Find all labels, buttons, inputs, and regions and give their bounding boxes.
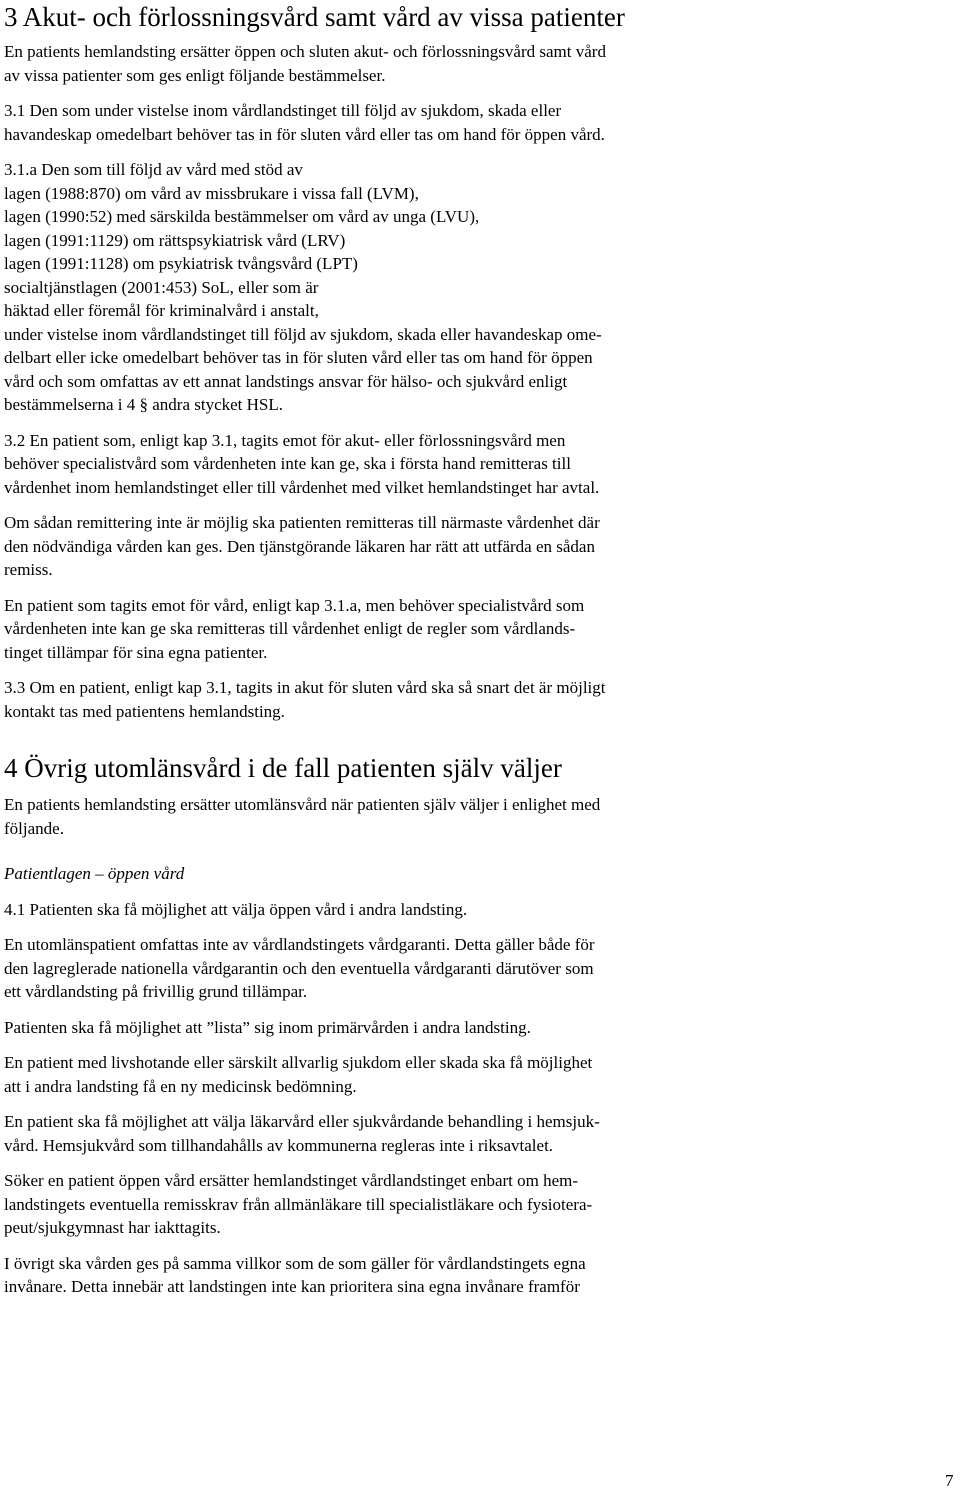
paragraph-villkor — [4, 1252, 924, 1299]
paragraph-remisskrav — [4, 1169, 924, 1240]
line: bestämmelserna i 4 § andra stycket HSL. — [4, 395, 284, 414]
line: 3.1.a Den som till följd av vård med stöd av — [4, 160, 303, 179]
line: delbart eller icke omedelbart behöver tas in för sluten vård eller tas om hand för öppen — [4, 348, 593, 367]
paragraph-specialistvard — [4, 594, 924, 665]
line: remiss. — [4, 560, 53, 579]
document-page — [4, 0, 924, 1299]
section-4-heading: 4 Övrig utomlänsvård i de fall patienten själv väljer — [4, 753, 562, 783]
line: lagen (1990:52) med särskilda bestämmelser om vård av unga (LVU), — [4, 207, 480, 226]
line: följande. — [4, 818, 64, 838]
line: den nödvändiga vården kan ges. Den tjänstgörande läkaren har rätt att utfärda en sådan — [4, 536, 595, 556]
line: landstingets eventuella remisskrav från allmänläkare till specialistläkare och fysiotera- — [4, 1194, 593, 1214]
line: 3.1 Den som under vistelse inom vårdlandstinget till följd av sjukdom, skada eller — [4, 101, 562, 120]
line: En patients hemlandsting ersätter öppen och sluten akut- och förlossningsvård samt vård — [4, 42, 606, 61]
line: I övrigt ska vården ges på samma villkor som de som gäller för vårdlandstingets egna — [4, 1253, 586, 1273]
line: under vistelse inom vårdlandstinget till följd av sjukdom, skada eller havandeskap ome- — [4, 324, 602, 344]
paragraph-3-1-a — [4, 158, 924, 417]
paragraph-3-2 — [4, 429, 924, 500]
line: Söker en patient öppen vård ersätter hemlandstinget vårdlandstinget enbart om hem- — [4, 1171, 579, 1190]
line: häktad eller föremål för kriminalvård i anstalt, — [4, 301, 319, 320]
subheading-patientlagen: Patientlagen – öppen vård — [4, 864, 185, 883]
line: Om sådan remittering inte är möjlig ska patienten remitteras till närmaste vårdenhet där — [4, 513, 600, 532]
paragraph-lista: Patienten ska få möjlighet att ”lista” sig inom primärvården i andra landsting. — [4, 1017, 531, 1037]
section-4-intro — [4, 793, 924, 840]
line: 3.2 En patient som, enligt kap 3.1, tagits emot för akut- eller förlossningsvård men — [4, 430, 566, 450]
paragraph-3-1 — [4, 99, 924, 146]
line: En patient som tagits emot för vård, enligt kap 3.1.a, men behöver specialistvård som — [4, 595, 585, 615]
line: invånare. Detta innebär att landstingen inte kan prioritera sina egna invånare framför — [4, 1277, 580, 1296]
line: vårdenheten inte kan ge ska remitteras till vårdenhet enligt de regler som vårdlands- — [4, 619, 576, 638]
line: socialtjänstlagen (2001:453) SoL, eller som är — [4, 277, 319, 297]
line: En utomlänspatient omfattas inte av vårdlandstingets vårdgaranti. Detta gäller både för — [4, 935, 595, 954]
line: ett vårdlandsting på frivillig grund tillämpar. — [4, 982, 308, 1001]
paragraph-3-3 — [4, 676, 924, 723]
line: En patient ska få möjlighet att välja läkarvård eller sjukvårdande behandling i hemsjuk- — [4, 1112, 600, 1131]
paragraph-4-1: 4.1 Patienten ska få möjlighet att välja öppen vård i andra landsting. — [4, 899, 468, 919]
section-3-heading: 3 Akut- och förlossningsvård samt vård av vissa patienter — [4, 2, 625, 32]
line: havandeskap omedelbart behöver tas in för sluten vård eller tas om hand för öppen vård. — [4, 124, 605, 144]
line: En patients hemlandsting ersätter utomlänsvård när patienten själv väljer i enlighet med — [4, 795, 601, 814]
line: lagen (1988:870) om vård av missbrukare i vissa fall (LVM), — [4, 183, 419, 203]
line: kontakt tas med patientens hemlandsting. — [4, 701, 285, 721]
line: tinget tillämpar för sina egna patienter. — [4, 642, 268, 662]
line: av vissa patienter som ges enligt följande bestämmelser. — [4, 65, 386, 85]
line: vård. Hemsjukvård som tillhandahålls av kommunerna regleras inte i riksavtalet. — [4, 1135, 554, 1155]
line: 3.3 Om en patient, enligt kap 3.1, tagits in akut för sluten vård ska så snart det är möjligt — [4, 678, 606, 697]
line: lagen (1991:1128) om psykiatrisk tvångsvård (LPT) — [4, 254, 358, 273]
paragraph-vardgaranti — [4, 933, 924, 1004]
line: att i andra landsting få en ny medicinsk bedömning. — [4, 1076, 357, 1096]
page-number: 7 — [945, 1471, 954, 1490]
paragraph-medicinsk-bedomning — [4, 1051, 924, 1098]
line: den lagreglerade nationella vårdgarantin och den eventuella vårdgaranti därutöver som — [4, 958, 594, 978]
section-3-intro — [4, 40, 924, 87]
line: peut/sjukgymnast har iakttagits. — [4, 1218, 221, 1237]
line: lagen (1991:1129) om rättspsykiatrisk vård (LRV) — [4, 230, 346, 250]
paragraph-remittering — [4, 511, 924, 582]
line: vård och som omfattas av ett annat landstings ansvar för hälso- och sjukvård enligt — [4, 371, 568, 391]
line: En patient med livshotande eller särskilt allvarlig sjukdom eller skada ska få möjlighet — [4, 1053, 593, 1072]
line: behöver specialistvård som vårdenheten inte kan ge, ska i första hand remitteras till — [4, 454, 571, 473]
paragraph-hemsjukvard — [4, 1110, 924, 1157]
line: vårdenhet inom hemlandstinget eller till vårdenhet med vilket hemlandstinget har avtal. — [4, 477, 600, 497]
